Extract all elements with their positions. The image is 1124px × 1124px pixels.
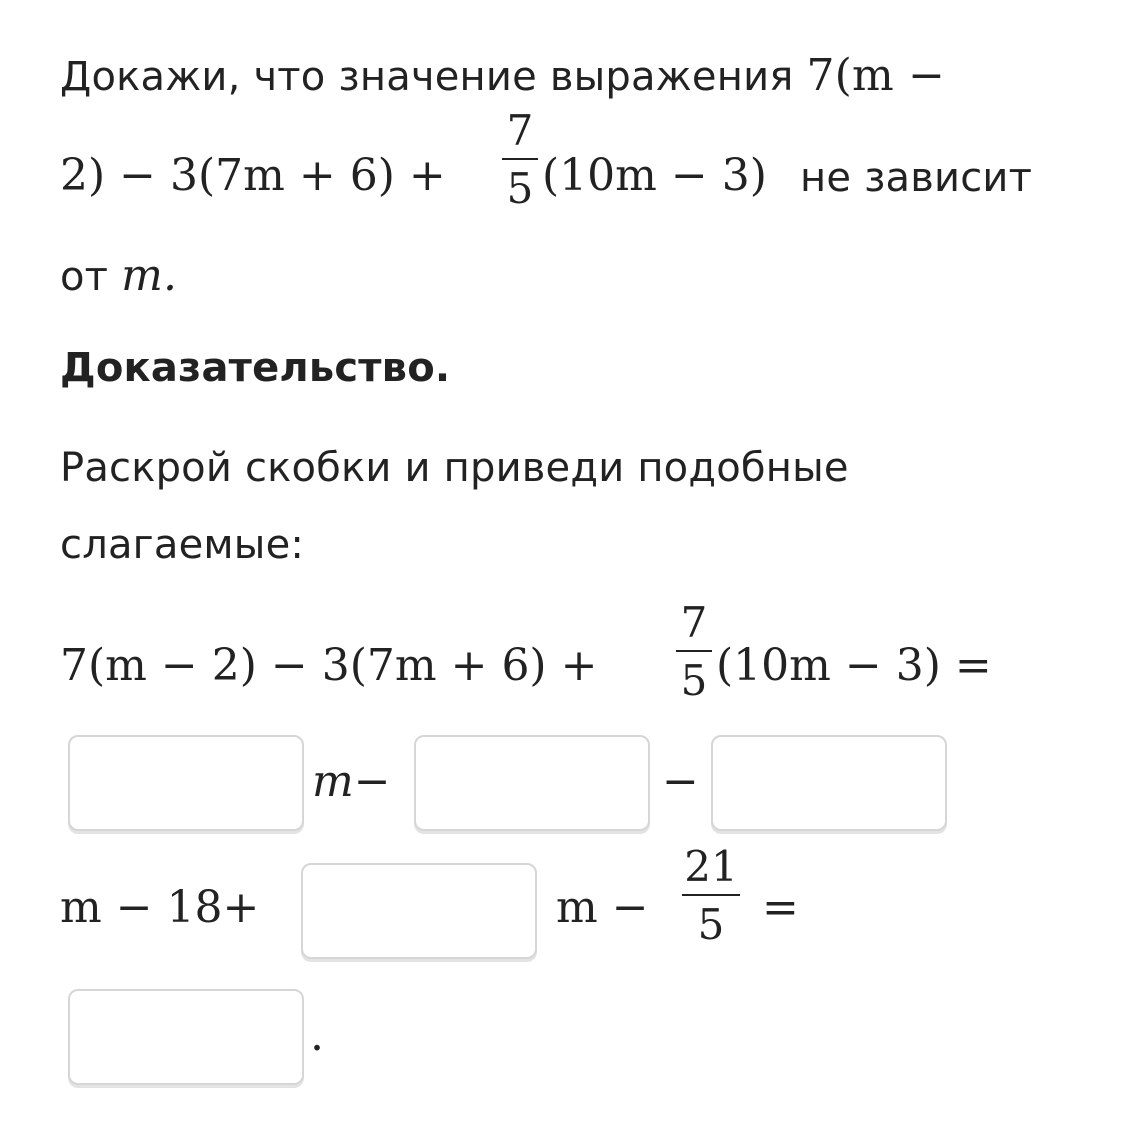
instruction-line-2: слагаемые: (60, 522, 305, 568)
answer-input-2[interactable] (414, 735, 650, 831)
math-variable: m− (312, 756, 391, 807)
math-operator: − (662, 756, 699, 807)
fraction-numerator: 7 (506, 106, 534, 155)
math-expression: (10m − 3) (542, 150, 767, 201)
fraction-seven-fifths (676, 598, 712, 705)
fraction-bar (682, 894, 740, 896)
math-expression: 7(m − (806, 50, 946, 101)
equation-text: m − (556, 882, 649, 933)
math-expression: 2) − 3(7m + 6) + (60, 150, 446, 201)
problem-line-3 (60, 250, 177, 301)
proof-heading: Доказательство. (60, 345, 451, 391)
math-variable: m. (121, 250, 178, 301)
answer-input-1[interactable] (68, 735, 304, 831)
fraction-denominator: 5 (697, 900, 725, 949)
fraction-denominator: 5 (506, 164, 534, 213)
period: . (310, 1010, 324, 1061)
equation-text: m − 18+ (60, 882, 260, 933)
fraction-bar (502, 158, 538, 160)
fraction-numerator: 7 (680, 598, 708, 647)
fraction-denominator: 5 (680, 656, 708, 705)
fraction-twentyone-fifths (682, 842, 740, 949)
answer-input-5[interactable] (68, 989, 304, 1085)
math-operator: = (762, 882, 799, 933)
answer-input-3[interactable] (711, 735, 947, 831)
equation-left: 7(m − 2) − 3(7m + 6) + (60, 640, 598, 691)
fraction-bar (676, 650, 712, 652)
problem-text: не зависит (800, 155, 1033, 201)
problem-text: от (60, 254, 109, 300)
answer-input-4[interactable] (301, 863, 537, 959)
instruction-line-1: Раскрой скобки и приведи подобные (60, 445, 849, 491)
equation-right: (10m − 3) = (716, 640, 992, 691)
problem-text: Докажи, что значение выражения (60, 54, 794, 100)
problem-line-1 (60, 50, 945, 101)
fraction-numerator: 21 (684, 842, 738, 891)
fraction-seven-fifths (502, 106, 538, 213)
